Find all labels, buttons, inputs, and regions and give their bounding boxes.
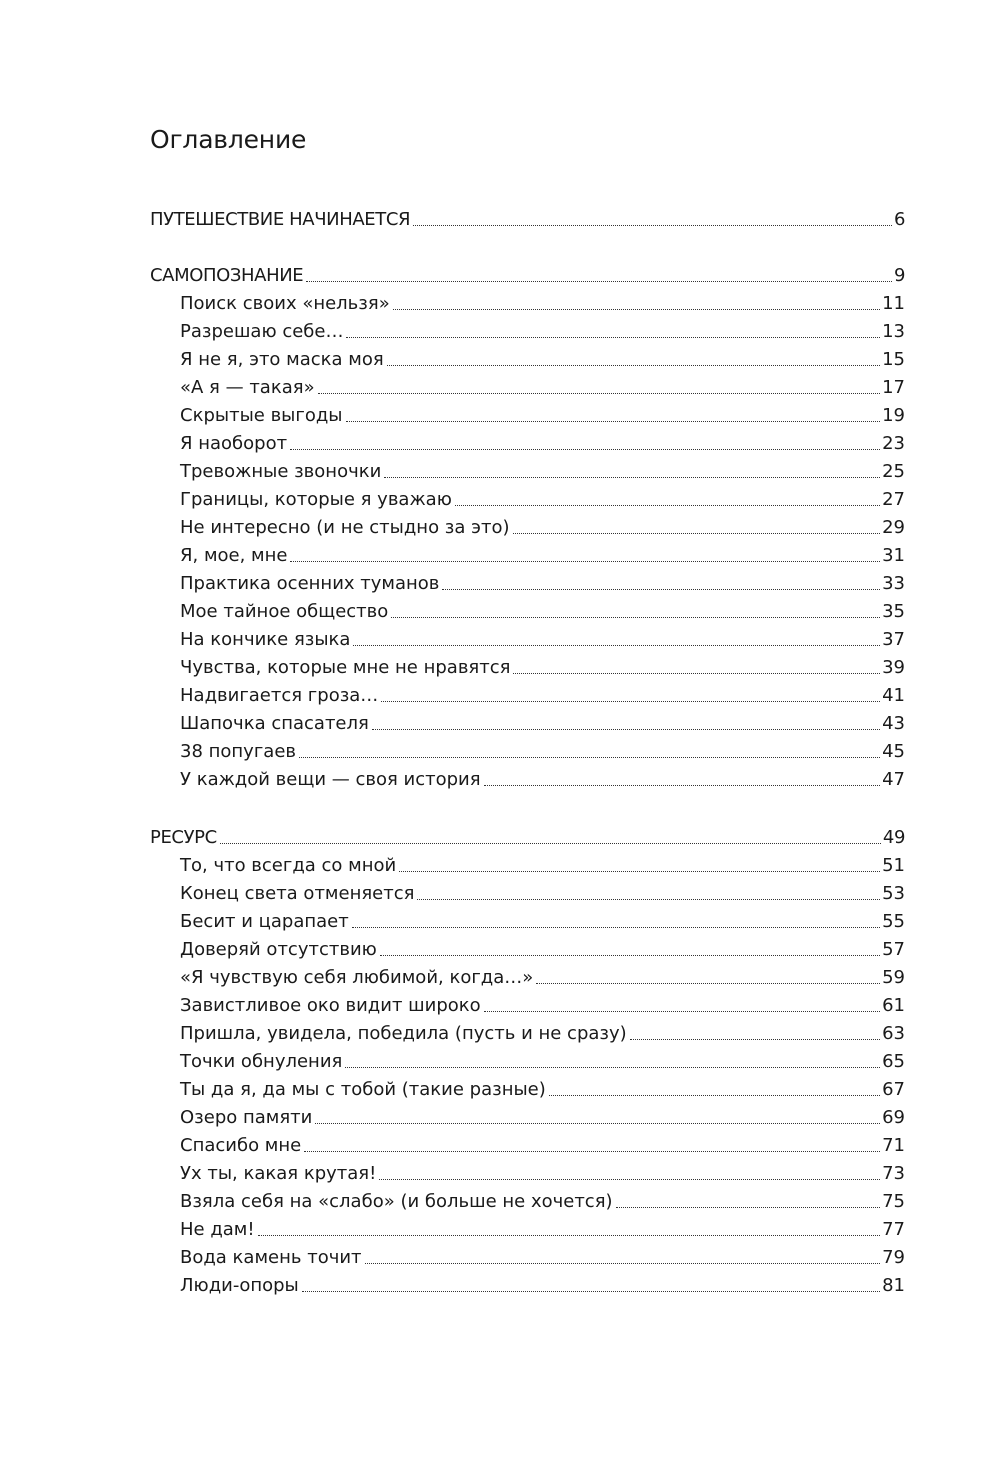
toc-entry-title: Завистливое око видит широко: [180, 995, 481, 1016]
toc-entry[interactable]: [180, 909, 905, 935]
toc-entry-title: Бесит и царапает: [180, 911, 349, 932]
toc-entry[interactable]: [180, 711, 905, 737]
toc-entry-title: РЕСУРС: [150, 827, 217, 848]
dot-leader: [536, 983, 880, 984]
dot-leader: [379, 1179, 880, 1180]
dot-leader: [484, 785, 881, 786]
page-number: 47: [882, 769, 905, 790]
toc-entry-title: Не интересно (и не стыдно за это): [180, 517, 510, 538]
dot-leader: [318, 393, 881, 394]
page-number: 17: [882, 377, 905, 398]
dot-leader: [346, 337, 880, 338]
toc-entry-title: Мое тайное общество: [180, 601, 389, 622]
toc-section-entry[interactable]: [150, 207, 905, 233]
toc-entry[interactable]: [180, 1049, 905, 1075]
toc-entry-title: Люди-опоры: [180, 1275, 299, 1296]
toc-entry[interactable]: [180, 739, 905, 765]
toc-entry[interactable]: [180, 1189, 905, 1215]
dot-leader: [258, 1235, 880, 1236]
dot-leader: [304, 1151, 880, 1152]
toc-entry[interactable]: [180, 375, 905, 401]
toc-entry[interactable]: [180, 1245, 905, 1271]
toc-entry[interactable]: [180, 1217, 905, 1243]
page-number: 19: [882, 405, 905, 426]
toc-entry[interactable]: [180, 1021, 905, 1047]
dot-leader: [372, 729, 880, 730]
toc-entry[interactable]: [180, 965, 905, 991]
page-number: 39: [882, 657, 905, 678]
toc-entry[interactable]: [180, 881, 905, 907]
page-number: 71: [882, 1135, 905, 1156]
dot-leader: [306, 281, 892, 282]
toc-entry-title: 38 попугаев: [180, 741, 296, 762]
dot-leader: [315, 1123, 880, 1124]
toc-entry[interactable]: [180, 993, 905, 1019]
page-number: 57: [882, 939, 905, 960]
dot-leader: [549, 1095, 880, 1096]
toc-entry-title: На кончике языка: [180, 629, 351, 650]
page-title: Оглавление: [150, 125, 307, 154]
page-number: 81: [882, 1275, 905, 1296]
page-number: 25: [882, 461, 905, 482]
toc-entry-title: Шапочка спасателя: [180, 713, 369, 734]
toc-entry-title: Точки обнуления: [180, 1051, 343, 1072]
page-number: 61: [882, 995, 905, 1016]
toc-entry-title: Скрытые выгоды: [180, 405, 343, 426]
toc-section-entry[interactable]: [150, 263, 905, 289]
dot-leader: [399, 871, 880, 872]
dot-leader: [220, 843, 881, 844]
page-number: 51: [882, 855, 905, 876]
toc-entry-title: Взяла себя на «слабо» (и больше не хочется): [180, 1191, 613, 1212]
dot-leader: [413, 225, 892, 226]
toc-entry-title: Я, мое, мне: [180, 545, 288, 566]
dot-leader: [616, 1207, 881, 1208]
toc-section-entry[interactable]: [150, 825, 905, 851]
toc-entry-title: Я не я, это маска моя: [180, 349, 384, 370]
dot-leader: [384, 477, 880, 478]
dot-leader: [387, 365, 880, 366]
page-number: 69: [882, 1107, 905, 1128]
toc-entry-title: Ух ты, какая крутая!: [180, 1163, 377, 1184]
dot-leader: [513, 673, 880, 674]
toc-entry[interactable]: [180, 599, 905, 625]
dot-leader: [290, 449, 880, 450]
toc-entry[interactable]: [180, 459, 905, 485]
toc-entry-title: Вода камень точит: [180, 1247, 362, 1268]
page-number: 9: [893, 265, 905, 286]
dot-leader: [365, 1263, 881, 1264]
page-number: 33: [882, 573, 905, 594]
toc-entry[interactable]: [180, 431, 905, 457]
toc-entry[interactable]: [180, 487, 905, 513]
toc-entry-title: Тревожные звоночки: [180, 461, 382, 482]
dot-leader: [302, 1291, 880, 1292]
toc-entry-title: САМОПОЗНАНИЕ: [150, 265, 304, 286]
toc-entry[interactable]: [180, 319, 905, 345]
toc-entry[interactable]: [180, 291, 905, 317]
toc-entry[interactable]: [180, 853, 905, 879]
page-number: 65: [882, 1051, 905, 1072]
toc-entry-title: Не дам!: [180, 1219, 255, 1240]
toc-entry[interactable]: [180, 627, 905, 653]
toc-entry[interactable]: [180, 1105, 905, 1131]
dot-leader: [393, 309, 880, 310]
dot-leader: [380, 955, 880, 956]
toc-entry[interactable]: [180, 543, 905, 569]
dot-leader: [417, 899, 880, 900]
page-number: 79: [882, 1247, 905, 1268]
dot-leader: [353, 645, 880, 646]
page-number: 23: [882, 433, 905, 454]
toc-entry-title: Надвигается гроза…: [180, 685, 379, 706]
page-number: 11: [882, 293, 905, 314]
toc-entry[interactable]: [180, 1077, 905, 1103]
toc-entry-title: Пришла, увидела, победила (пусть и не сразу): [180, 1023, 627, 1044]
dot-leader: [346, 421, 881, 422]
page-number: 27: [882, 489, 905, 510]
page-number: 49: [882, 827, 905, 848]
dot-leader: [352, 927, 880, 928]
page-number: 43: [882, 713, 905, 734]
toc-entry-title: Озеро памяти: [180, 1107, 313, 1128]
toc-entry-title: «А я — такая»: [180, 377, 315, 398]
page-number: 53: [882, 883, 905, 904]
page-number: 73: [882, 1163, 905, 1184]
dot-leader: [630, 1039, 880, 1040]
dot-leader: [299, 757, 880, 758]
toc-entry[interactable]: [180, 1273, 905, 1299]
toc-entry[interactable]: [180, 655, 905, 681]
toc-entry-title: Конец света отменяется: [180, 883, 415, 904]
page-number: 55: [882, 911, 905, 932]
dot-leader: [513, 533, 881, 534]
page-number: 31: [882, 545, 905, 566]
toc-entry[interactable]: [180, 683, 905, 709]
page-number: 67: [882, 1079, 905, 1100]
toc-entry-title: Спасибо мне: [180, 1135, 302, 1156]
page-number: 59: [882, 967, 905, 988]
page-number: 6: [893, 209, 905, 230]
dot-leader: [345, 1067, 880, 1068]
page-number: 35: [882, 601, 905, 622]
toc-entry-title: У каждой вещи — своя история: [180, 769, 481, 790]
toc-entry-title: Доверяй отсутствию: [180, 939, 377, 960]
toc-entry-title: Поиск своих «нельзя»: [180, 293, 390, 314]
toc-entry-title: Я наоборот: [180, 433, 288, 454]
page-number: 29: [882, 517, 905, 538]
toc-entry[interactable]: [180, 767, 905, 793]
toc-entry-title: ПУТЕШЕСТВИЕ НАЧИНАЕТСЯ: [150, 209, 411, 230]
page-number: 13: [882, 321, 905, 342]
dot-leader: [381, 701, 880, 702]
toc-entry-title: Разрешаю себе…: [180, 321, 344, 342]
toc-entry[interactable]: [180, 571, 905, 597]
toc-entry[interactable]: [180, 1161, 905, 1187]
toc-entry-title: Ты да я, да мы с тобой (такие разные): [180, 1079, 546, 1100]
page-number: 37: [882, 629, 905, 650]
dot-leader: [484, 1011, 880, 1012]
toc-entry-title: «Я чувствую себя любимой, когда…»: [180, 967, 534, 988]
toc-entry-title: То, что всегда со мной: [180, 855, 397, 876]
page-number: 75: [882, 1191, 905, 1212]
page-number: 77: [882, 1219, 905, 1240]
toc-entry-title: Практика осенних туманов: [180, 573, 440, 594]
page-number: 45: [882, 741, 905, 762]
page-number: 63: [882, 1023, 905, 1044]
page-number: 15: [882, 349, 905, 370]
toc-entry[interactable]: [180, 515, 905, 541]
toc-entry-title: Чувства, которые мне не нравятся: [180, 657, 511, 678]
toc-entry[interactable]: [180, 1133, 905, 1159]
page-number: 41: [882, 685, 905, 706]
dot-leader: [290, 561, 880, 562]
dot-leader: [391, 617, 880, 618]
toc-entry[interactable]: [180, 403, 905, 429]
dot-leader: [442, 589, 880, 590]
toc-entry[interactable]: [180, 937, 905, 963]
toc-entry[interactable]: [180, 347, 905, 373]
dot-leader: [455, 505, 880, 506]
toc-entry-title: Границы, которые я уважаю: [180, 489, 452, 510]
